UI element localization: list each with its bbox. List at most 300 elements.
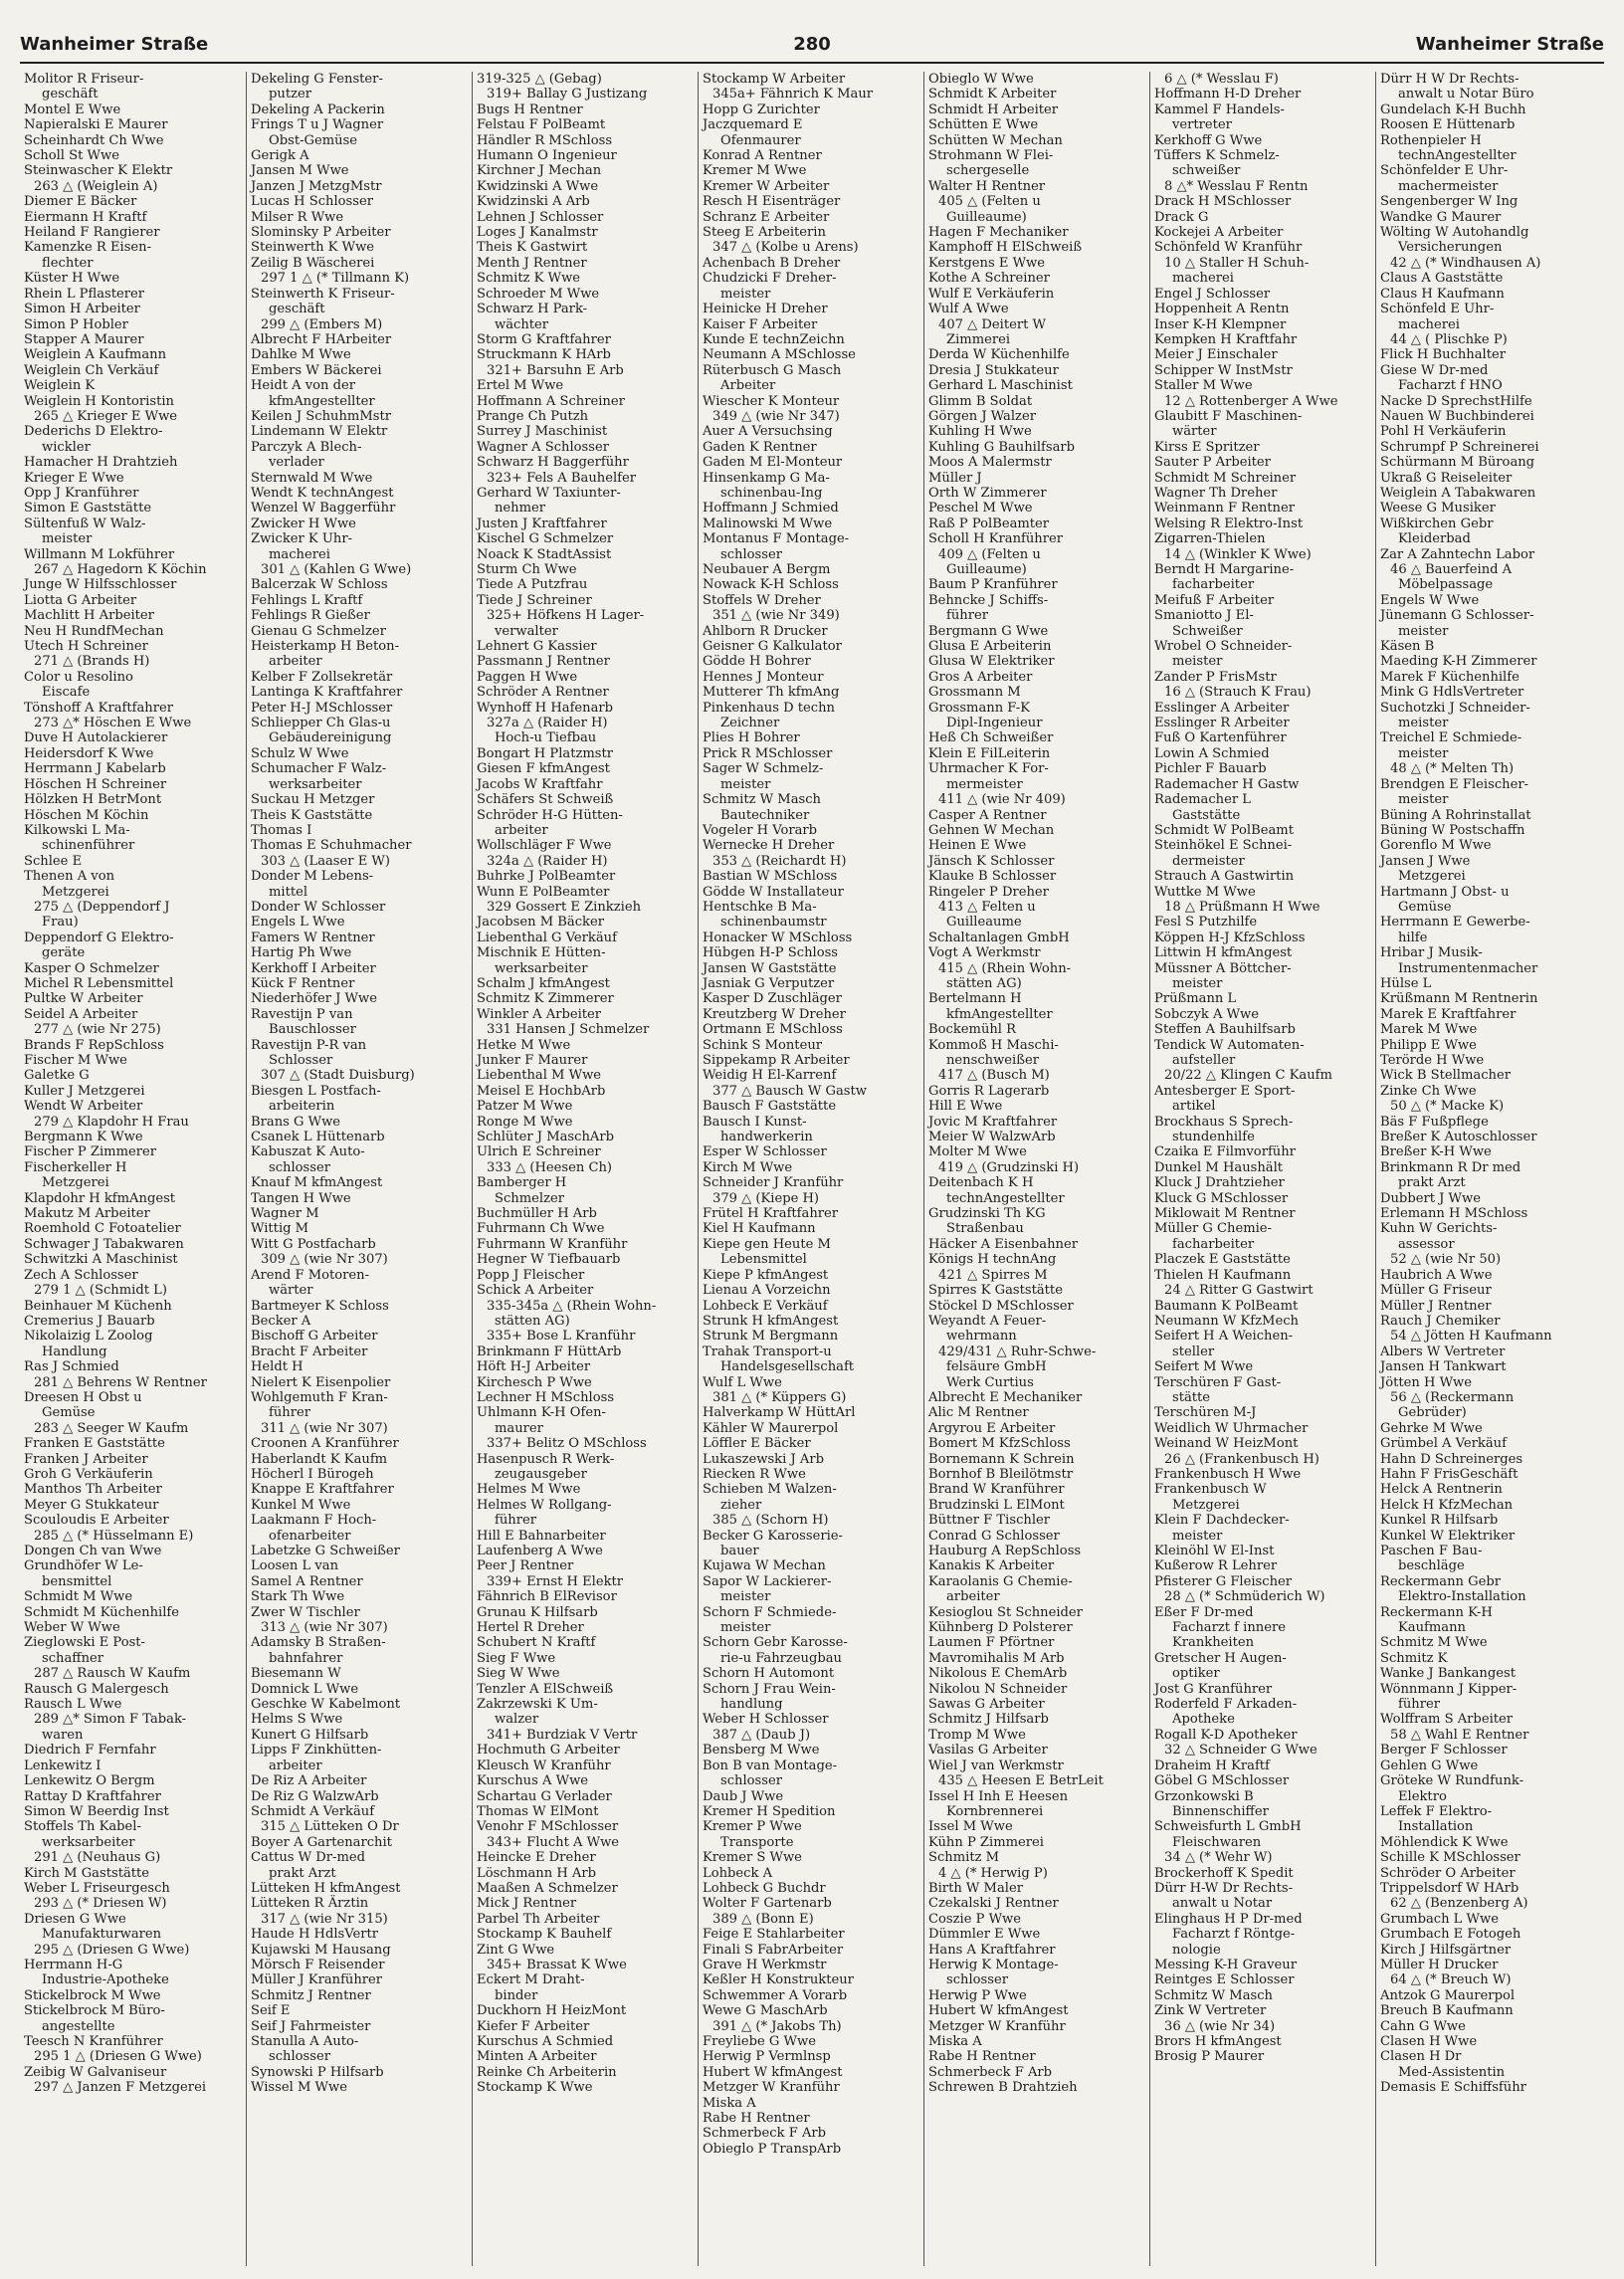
resident-entry: Molter M Wwe xyxy=(928,1144,1027,1160)
resident-entry: Zinke Ch Wwe xyxy=(1380,1083,1477,1099)
resident-entry: Schmitz M xyxy=(928,1850,1000,1866)
resident-entry: Frütel H Kraftfahrer xyxy=(703,1206,839,1222)
resident-entry: Uhlmann K-H Ofen- xyxy=(477,1405,606,1421)
resident-entry: Glusa W Elektriker xyxy=(928,654,1055,670)
resident-entry: Schlee E xyxy=(24,853,83,869)
house-number-entry: 34 △ (* Wehr W) xyxy=(1164,1850,1273,1866)
resident-entry: Thomas I xyxy=(251,822,312,838)
resident-entry: meister xyxy=(1398,623,1449,639)
resident-entry: nologie xyxy=(1172,1942,1221,1958)
house-number-entry: 324a △ (Raider H) xyxy=(487,853,608,869)
resident-entry: Höschen M Köchin xyxy=(24,807,149,823)
resident-entry: Brors H kfmAngest xyxy=(1154,2034,1282,2049)
resident-entry: Kerkhoff G Wwe xyxy=(1154,132,1263,148)
house-number-entry: 413 △ Felten u xyxy=(938,899,1036,915)
resident-entry: Jaczquemard E xyxy=(703,117,803,133)
resident-entry: Zar A Zahntechn Labor xyxy=(1380,546,1535,562)
resident-entry: Simon H Arbeiter xyxy=(24,302,140,317)
resident-entry: Kasper O Schmelzer xyxy=(24,960,159,976)
resident-entry: prakt Arzt xyxy=(1398,1175,1466,1191)
house-number-entry: 409 △ (Felten u xyxy=(938,546,1041,562)
house-number-entry: 309 △ (wie Nr 307) xyxy=(261,1252,388,1268)
resident-entry: Liotta G Arbeiter xyxy=(24,592,137,608)
resident-entry: Königs H technAng xyxy=(928,1252,1057,1268)
resident-entry: Scholl H Kranführer xyxy=(928,531,1063,547)
resident-entry: Birth W Maler xyxy=(928,1880,1023,1896)
resident-entry: Hamacher H Drahtzieh xyxy=(24,455,178,471)
house-number-entry: 48 △ (* Melten Th) xyxy=(1390,761,1515,777)
resident-entry: Michel R Lebensmittel xyxy=(24,975,174,991)
resident-entry: Kunde E technZeichn xyxy=(703,331,845,347)
house-number-entry: 327a △ (Raider H) xyxy=(487,716,608,731)
resident-entry: Peter H-J MSchlosser xyxy=(251,700,393,716)
resident-entry: arbeiter xyxy=(269,654,322,670)
resident-entry: Esslinger A Arbeiter xyxy=(1154,700,1290,716)
column-3 xyxy=(472,72,698,2266)
resident-entry: Schmitz J Hilfsarb xyxy=(928,1712,1049,1728)
resident-entry: Höft H-J Arbeiter xyxy=(477,1359,591,1375)
resident-entry: Zeilig B Wäscherei xyxy=(251,255,375,271)
resident-entry: Flick H Buchhalter xyxy=(1380,347,1506,363)
resident-entry: Gorenflo M Wwe xyxy=(1380,838,1492,854)
resident-entry: Stockamp W Arbeiter xyxy=(703,72,846,87)
resident-entry: stätte xyxy=(1172,1389,1211,1405)
resident-entry: Neu H RundfMechan xyxy=(24,623,164,639)
resident-entry: optiker xyxy=(1172,1666,1220,1682)
resident-entry: Glusa E Arbeiterin xyxy=(928,639,1052,655)
resident-entry: Rüterbusch G Masch xyxy=(703,362,842,378)
resident-entry: Schmidt M Wwe xyxy=(24,1589,133,1605)
resident-entry: Schmidt H Arbeiter xyxy=(928,102,1059,117)
resident-entry: Wölting W Autohandlg xyxy=(1380,225,1529,241)
resident-entry: stätten AG) xyxy=(495,1313,570,1329)
resident-entry: Hülse L xyxy=(1380,975,1432,991)
house-number-entry: 315 △ Lütteken O Dr xyxy=(261,1819,399,1835)
resident-entry: Kesioglou St Schneider xyxy=(928,1604,1083,1620)
resident-entry: geräte xyxy=(42,945,86,961)
resident-entry: Heidt A von der xyxy=(251,378,356,394)
resident-entry: Steinwascher K Elektr xyxy=(24,163,173,179)
resident-entry: Kujawski M Hausang xyxy=(251,1942,391,1958)
resident-entry: schaffner xyxy=(42,1650,104,1666)
resident-entry: Trahak Transport-u xyxy=(703,1344,832,1359)
resident-entry: Schubert N Kraftf xyxy=(477,1635,596,1651)
resident-entry: Casper A Rentner xyxy=(928,807,1047,823)
resident-entry: Steeg E Arbeiterin xyxy=(703,225,826,241)
resident-entry: Smaniotto J El- xyxy=(1154,608,1254,624)
resident-entry: Schmitz K Zimmerer xyxy=(477,991,614,1007)
resident-entry: Schwitzki A Maschinist xyxy=(24,1252,178,1268)
resident-entry: Zint G Wwe xyxy=(477,1942,555,1958)
resident-entry: Kothe A Schreiner xyxy=(928,271,1050,287)
resident-entry: Höcherl I Bürogeh xyxy=(251,1466,374,1482)
resident-entry: Herrmann J Kabelarb xyxy=(24,761,166,777)
resident-entry: Dürr H W Dr Rechts- xyxy=(1380,72,1520,87)
resident-entry: Jacobsen M Bäcker xyxy=(477,915,604,931)
resident-entry: Thomas E Schuhmacher xyxy=(251,838,412,854)
resident-entry: Honacker W MSchloss xyxy=(703,930,853,945)
resident-entry: Heß Ch Schweißer xyxy=(928,730,1054,746)
resident-entry: Boyer A Gartenarchit xyxy=(251,1834,392,1850)
resident-entry: Messing K-H Graveur xyxy=(1154,1957,1297,1972)
resident-entry: wächter xyxy=(495,316,549,332)
resident-entry: Roosen E Hüttenarb xyxy=(1380,117,1516,133)
resident-entry: Obieglo W Wwe xyxy=(928,72,1034,87)
resident-entry: Hinsenkamp G Ma- xyxy=(703,470,830,486)
resident-entry: Kiefer F Arbeiter xyxy=(477,2018,590,2034)
resident-entry: Bautechniker xyxy=(720,807,810,823)
resident-entry: Mutterer Th kfmAng xyxy=(703,685,840,701)
resident-entry: Synowski P Hilfsarb xyxy=(251,2064,384,2080)
resident-entry: Hartig Ph Wwe xyxy=(251,945,352,961)
resident-entry: Bornhof B Bleilötmstr xyxy=(928,1466,1074,1482)
resident-entry: Meifuß F Arbeiter xyxy=(1154,592,1275,608)
resident-entry: Lehnen J Schlosser xyxy=(477,209,604,225)
resident-entry: Gerigk A xyxy=(251,148,309,164)
resident-entry: Kelber F Zollsekretär xyxy=(251,669,393,685)
resident-entry: Hill E Bahnarbeiter xyxy=(477,1528,606,1544)
resident-entry: Pultke W Arbeiter xyxy=(24,991,143,1007)
resident-entry: Famers W Rentner xyxy=(251,930,375,945)
resident-entry: Kirch J Hilfsgärtner xyxy=(1380,1942,1512,1958)
resident-entry: Cremerius J Bauarb xyxy=(24,1313,155,1329)
resident-entry: bahnfahrer xyxy=(269,1650,343,1666)
resident-entry: Görgen J Walzer xyxy=(928,408,1036,424)
resident-entry: Dunkel M Haushält xyxy=(1154,1159,1284,1175)
resident-entry: Nacke D SprechstHilfe xyxy=(1380,393,1532,409)
resident-entry: Clasen H Wwe xyxy=(1380,2034,1478,2049)
resident-entry: Dubbert J Wwe xyxy=(1380,1190,1481,1206)
resident-entry: Metzgerei xyxy=(1172,1497,1240,1513)
resident-entry: Grossmann M xyxy=(928,685,1021,701)
resident-entry: Heinicke H Dreher xyxy=(703,302,828,317)
resident-entry: kfmAngestellter xyxy=(269,393,375,409)
resident-entry: Franken E Gaststätte xyxy=(24,1436,165,1452)
resident-entry: führer xyxy=(495,1513,536,1529)
resident-entry: Schmerbeck F Arb xyxy=(703,2126,827,2142)
resident-entry: Arbeiter xyxy=(720,378,776,394)
resident-entry: Seif E xyxy=(251,2003,291,2019)
resident-entry: Prange Ch Putzh xyxy=(477,408,589,424)
resident-entry: Vogt A Werkmstr xyxy=(928,945,1041,961)
resident-entry: Fuhrmann Ch Wwe xyxy=(477,1221,605,1237)
resident-entry: Paggen H Wwe xyxy=(477,669,578,685)
resident-entry: Brinkmann F HüttArb xyxy=(477,1344,622,1359)
resident-entry: Domnick L Wwe xyxy=(251,1681,359,1697)
resident-entry: Obieglo P TranspArb xyxy=(703,2141,842,2157)
resident-entry: Winkler A Arbeiter xyxy=(477,1006,602,1022)
resident-entry: Lechner H MSchloss xyxy=(477,1389,615,1405)
house-number-entry: 329 Gossert E Zinkzieh xyxy=(487,899,642,915)
resident-entry: walzer xyxy=(495,1712,539,1728)
resident-entry: Giesen F kfmAngest xyxy=(477,761,610,777)
resident-entry: Tenzler A ElSchweiß xyxy=(477,1681,614,1697)
resident-entry: Liebenthal M Wwe xyxy=(477,1068,602,1084)
resident-entry: Höschen H Schreiner xyxy=(24,776,167,792)
resident-entry: Janzen J MetzgMstr xyxy=(251,178,382,194)
resident-entry: Schipper W InstMstr xyxy=(1154,362,1293,378)
resident-entry: Wagner A Schlosser xyxy=(477,439,609,455)
resident-entry: Chudzicki F Dreher- xyxy=(703,271,837,287)
resident-entry: Helck H KfzMechan xyxy=(1380,1497,1514,1513)
resident-entry: Theis K Gastwirt xyxy=(477,240,588,256)
resident-entry: Dederichs D Elektro- xyxy=(24,424,163,440)
resident-entry: Händler R MSchloss xyxy=(477,132,613,148)
resident-entry: Schlosser xyxy=(269,1053,333,1068)
resident-entry: zeugausgeber xyxy=(495,1466,587,1482)
house-number-entry: 62 △ (Benzenberg A) xyxy=(1390,1896,1528,1912)
resident-entry: Bartmeyer K Schloss xyxy=(251,1298,389,1314)
resident-entry: Trippelsdorf W HArb xyxy=(1380,1880,1520,1896)
resident-entry: Guilleaume) xyxy=(946,562,1027,577)
resident-entry: Wolter F Gartenarb xyxy=(703,1896,832,1912)
resident-entry: Sapor W Lackierer- xyxy=(703,1573,832,1589)
house-number-entry: 265 △ Krieger E Wwe xyxy=(34,408,178,424)
house-number-entry: 295 1 △ (Driesen G Wwe) xyxy=(34,2049,202,2065)
resident-entry: Metzger W Kranführ xyxy=(928,2018,1066,2034)
resident-entry: Schorn Gebr Karosse- xyxy=(703,1635,848,1651)
resident-entry: Pinkenhaus D techn xyxy=(703,700,835,716)
resident-entry: Weiglein H Kontoristin xyxy=(24,393,174,409)
house-number-entry: 335+ Bose L Kranführ xyxy=(487,1329,636,1345)
resident-entry: Wolffram S Arbeiter xyxy=(1380,1712,1514,1728)
resident-entry: Seifert H A Weichen- xyxy=(1154,1329,1294,1345)
resident-entry: Jansen M Wwe xyxy=(251,163,349,179)
house-number-entry: 279 △ Klapdohr H Frau xyxy=(34,1114,189,1130)
resident-entry: Obst-Gemüse xyxy=(269,132,358,148)
resident-entry: Schönfelder E Uhr- xyxy=(1380,163,1509,179)
resident-entry: Czaika E Filmvorführ xyxy=(1154,1144,1296,1160)
resident-entry: Kabuszat K Auto- xyxy=(251,1144,365,1160)
resident-entry: Stoffels Th Kabel- xyxy=(24,1819,141,1835)
resident-entry: Junker F Maurer xyxy=(477,1053,588,1068)
resident-entry: Slominsky P Arbeiter xyxy=(251,225,391,241)
resident-entry: geschäft xyxy=(269,302,325,317)
resident-entry: Stoffels W Dreher xyxy=(703,592,821,608)
house-number-entry: 417 △ (Busch M) xyxy=(938,1068,1050,1084)
resident-entry: Stapper A Maurer xyxy=(24,331,144,347)
resident-entry: Tönshoff A Kraftfahrer xyxy=(24,700,173,716)
house-number-entry: 273 △* Höschen E Wwe xyxy=(34,716,192,731)
resident-entry: Handelsgesellschaft xyxy=(720,1359,855,1375)
resident-entry: Ravestijn P-R van xyxy=(251,1037,367,1053)
resident-entry: Schneider J Kranführ xyxy=(703,1175,844,1191)
house-number-entry: 50 △ (* Macke K) xyxy=(1390,1099,1505,1115)
resident-entry: Walter H Rentner xyxy=(928,178,1046,194)
resident-entry: Welsing R Elektro-Inst xyxy=(1154,516,1304,531)
resident-entry: Thomas W ElMont xyxy=(477,1803,599,1819)
resident-entry: Wynhoff H Hafenarb xyxy=(477,700,614,716)
resident-entry: Diedrich F Fernfahr xyxy=(24,1743,156,1759)
header-rule xyxy=(20,62,1604,64)
resident-entry: Donder W Schlosser xyxy=(251,899,386,915)
resident-entry: Theis K Gaststätte xyxy=(251,807,373,823)
resident-entry: Rattay D Kraftfahrer xyxy=(24,1788,161,1804)
resident-entry: Prüßmann L xyxy=(1154,991,1237,1007)
resident-entry: Weber L Friseurgesch xyxy=(24,1880,170,1896)
resident-entry: Embers W Bäckerei xyxy=(251,362,382,378)
resident-entry: Frings T u J Wagner xyxy=(251,117,384,133)
resident-entry: schlosser xyxy=(946,1972,1009,1988)
resident-entry: Kerstgens E Wwe xyxy=(928,255,1045,271)
resident-entry: Werk Curtius xyxy=(946,1374,1034,1390)
resident-entry: Grundhöfer W Le- xyxy=(24,1558,143,1574)
resident-entry: Sengenberger W Ing xyxy=(1380,194,1519,210)
resident-entry: Labetzke G Schweißer xyxy=(251,1544,400,1558)
resident-entry: Bauschlosser xyxy=(269,1022,356,1038)
resident-entry: Steffen A Bauhilfsarb xyxy=(1154,1022,1296,1038)
resident-entry: Hopp G Zurichter xyxy=(703,102,820,117)
resident-entry: Gebäudereinigung xyxy=(269,730,392,746)
resident-entry: Nikolous E ChemArb xyxy=(928,1666,1068,1682)
resident-entry: Peschel M Wwe xyxy=(928,501,1033,517)
resident-entry: Maeding K-H Zimmerer xyxy=(1380,654,1537,670)
resident-entry: Versicherungen xyxy=(1398,240,1503,256)
directory-columns xyxy=(20,72,1604,2266)
column-6 xyxy=(1149,72,1375,2266)
resident-entry: Dreesen H Obst u xyxy=(24,1389,142,1405)
resident-entry: Fleischwaren xyxy=(1172,1834,1262,1850)
resident-entry: Feige E Stahlarbeiter xyxy=(703,1927,845,1943)
resident-entry: Seidel A Arbeiter xyxy=(24,1006,138,1022)
resident-entry: Fuß O Kartenführer xyxy=(1154,730,1287,746)
resident-entry: Metzgerei xyxy=(42,884,109,900)
resident-entry: Deppendorf G Elektro- xyxy=(24,930,174,945)
resident-entry: Heiland F Rangierer xyxy=(24,225,160,241)
resident-entry: Csanek L Hüttenarb xyxy=(251,1130,385,1145)
resident-entry: Schmitz K xyxy=(1380,1650,1448,1666)
resident-entry: Resch H Eisenträger xyxy=(703,194,841,210)
house-number-entry: 341+ Burdziak V Vertr xyxy=(487,1727,638,1743)
resident-entry: Grave H Werkmstr xyxy=(703,1957,827,1972)
resident-entry: Wiescher K Monteur xyxy=(703,393,840,409)
resident-entry: Schmerbeck F Arb xyxy=(928,2064,1053,2080)
resident-entry: Sültenfuß W Walz- xyxy=(24,516,146,531)
house-number-entry: 293 △ (* Driesen W) xyxy=(34,1896,167,1912)
resident-entry: Kirchner J Mechan xyxy=(477,163,602,179)
resident-entry: Kwidzinski A Arb xyxy=(477,194,590,210)
resident-entry: Heincke E Dreher xyxy=(477,1850,596,1866)
house-number-entry: 24 △ Ritter G Gastwirt xyxy=(1164,1283,1314,1299)
resident-entry: meister xyxy=(720,1620,771,1636)
resident-entry: schlosser xyxy=(720,546,783,562)
resident-entry: Gros A Arbeiter xyxy=(928,669,1033,685)
resident-entry: Hölzken H BetrMont xyxy=(24,792,162,808)
resident-entry: Tromp M Wwe xyxy=(928,1727,1026,1743)
resident-entry: Makutz M Arbeiter xyxy=(24,1206,150,1222)
resident-entry: Frau) xyxy=(42,915,79,931)
resident-entry: Jötten H Wwe xyxy=(1380,1374,1472,1390)
resident-entry: Staller M Wwe xyxy=(1154,378,1253,394)
resident-entry: Hagen F Mechaniker xyxy=(928,225,1069,241)
resident-entry: Kunkel M Wwe xyxy=(251,1497,351,1513)
resident-entry: Schranz E Arbeiter xyxy=(703,209,830,225)
resident-entry: Schwarz H Park- xyxy=(477,302,588,317)
resident-entry: Fehlings L Kraftf xyxy=(251,592,363,608)
resident-entry: Wendt W Arbeiter xyxy=(24,1099,143,1115)
resident-entry: Justen J Kraftfahrer xyxy=(477,516,607,531)
house-number-entry: 321+ Barsuhn E Arb xyxy=(487,362,624,378)
resident-entry: Metzger W Kranführ xyxy=(703,2080,840,2096)
house-number-entry: 435 △ Heesen E BetrLeit xyxy=(938,1773,1104,1789)
resident-entry: Grzonkowski B xyxy=(1154,1788,1254,1804)
house-number-entry: 389 △ (Bonn E) xyxy=(712,1911,814,1927)
resident-entry: Thielen H Kaufmann xyxy=(1154,1267,1292,1283)
resident-entry: Guilleaume) xyxy=(946,209,1027,225)
resident-entry: Manufakturwaren xyxy=(42,1927,162,1943)
resident-entry: Argyrou E Arbeiter xyxy=(928,1420,1056,1436)
page-header xyxy=(20,34,1604,64)
resident-entry: Kremer M Wwe xyxy=(703,163,807,179)
resident-entry: Keßler H Konstrukteur xyxy=(703,1972,854,1988)
resident-entry: Kirss E Spritzer xyxy=(1154,439,1260,455)
resident-entry: Zwer W Tischler xyxy=(251,1604,360,1620)
resident-entry: Müller H Drucker xyxy=(1380,1957,1499,1972)
resident-entry: Bockemühl R xyxy=(928,1022,1017,1038)
resident-entry: Samel A Rentner xyxy=(251,1573,363,1589)
house-number-entry: 12 △ Rottenberger A Wwe xyxy=(1164,393,1338,409)
resident-entry: Binnenschiffer xyxy=(1172,1803,1269,1819)
resident-entry: Häcker A Eisenbahner xyxy=(928,1236,1078,1252)
resident-entry: Berndt H Margarine- xyxy=(1154,562,1295,577)
resident-entry: Kirch M Gaststätte xyxy=(24,1865,150,1881)
resident-entry: Löschmann H Arb xyxy=(477,1865,596,1881)
house-number-entry: 4 △ (* Herwig P) xyxy=(938,1865,1048,1881)
resident-entry: Esslinger R Arbeiter xyxy=(1154,716,1290,731)
resident-entry: Büning A Rohrinstallat xyxy=(1380,807,1531,823)
resident-entry: Schäfers St Schweiß xyxy=(477,792,614,808)
resident-entry: Schönfeld E Uhr- xyxy=(1380,302,1495,317)
resident-entry: meister xyxy=(1398,745,1449,761)
resident-entry: Schwager J Tabakwaren xyxy=(24,1236,184,1252)
resident-entry: Eckert M Draht- xyxy=(477,1972,585,1988)
house-number-entry: 277 △ (wie Nr 275) xyxy=(34,1022,161,1038)
resident-entry: Grudzinski Th KG xyxy=(928,1206,1046,1222)
resident-entry: Hauburg A RepSchloss xyxy=(928,1544,1082,1558)
resident-entry: Gaststätte xyxy=(1172,807,1241,823)
resident-entry: Terörde H Wwe xyxy=(1380,1053,1485,1068)
resident-entry: Coszie P Wwe xyxy=(928,1911,1022,1927)
resident-entry: Hegner W Tiefbauarb xyxy=(477,1252,621,1268)
house-number-entry: 337+ Belitz O MSchloss xyxy=(487,1436,647,1452)
resident-entry: Wissel M Wwe xyxy=(251,2080,347,2096)
resident-entry: Hoch-u Tiefbau xyxy=(495,730,597,746)
resident-entry: Schmitz M Wwe xyxy=(1380,1635,1488,1651)
resident-entry: Schrewen B Drahtzieh xyxy=(928,2080,1078,2096)
resident-entry: Wewe G MaschArb xyxy=(703,2003,828,2019)
resident-entry: geschäft xyxy=(42,87,99,103)
resident-entry: Breßer K-H Wwe xyxy=(1380,1144,1492,1160)
resident-entry: Kremer P Wwe xyxy=(703,1819,802,1835)
resident-entry: Schmidt A Verkäuf xyxy=(251,1803,375,1819)
resident-entry: Wagner M xyxy=(251,1206,319,1222)
resident-entry: Galetke G xyxy=(24,1068,90,1084)
house-number-entry: 6 △ (* Wesslau F) xyxy=(1164,72,1279,87)
resident-entry: Gundelach K-H Buchh xyxy=(1380,102,1526,117)
resident-entry: Schick A Arbeiter xyxy=(477,1283,594,1299)
resident-entry: Mischnik E Hütten- xyxy=(477,945,606,961)
resident-entry: Cahn G Wwe xyxy=(1380,2018,1466,2034)
resident-entry: Käsen B xyxy=(1380,639,1435,655)
resident-entry: Kremer H Spedition xyxy=(703,1803,836,1819)
resident-entry: Müller J Kranführer xyxy=(251,1972,383,1988)
resident-entry: Zigarren-Thielen xyxy=(1154,531,1266,547)
resident-entry: Malinowski M Wwe xyxy=(703,516,833,531)
resident-entry: Hubert W kfmAngest xyxy=(703,2064,843,2080)
resident-entry: Kujawa W Mechan xyxy=(703,1558,826,1574)
resident-entry: Elektro-Installation xyxy=(1398,1589,1526,1605)
house-number-entry: 353 △ (Reichardt H) xyxy=(712,853,847,869)
